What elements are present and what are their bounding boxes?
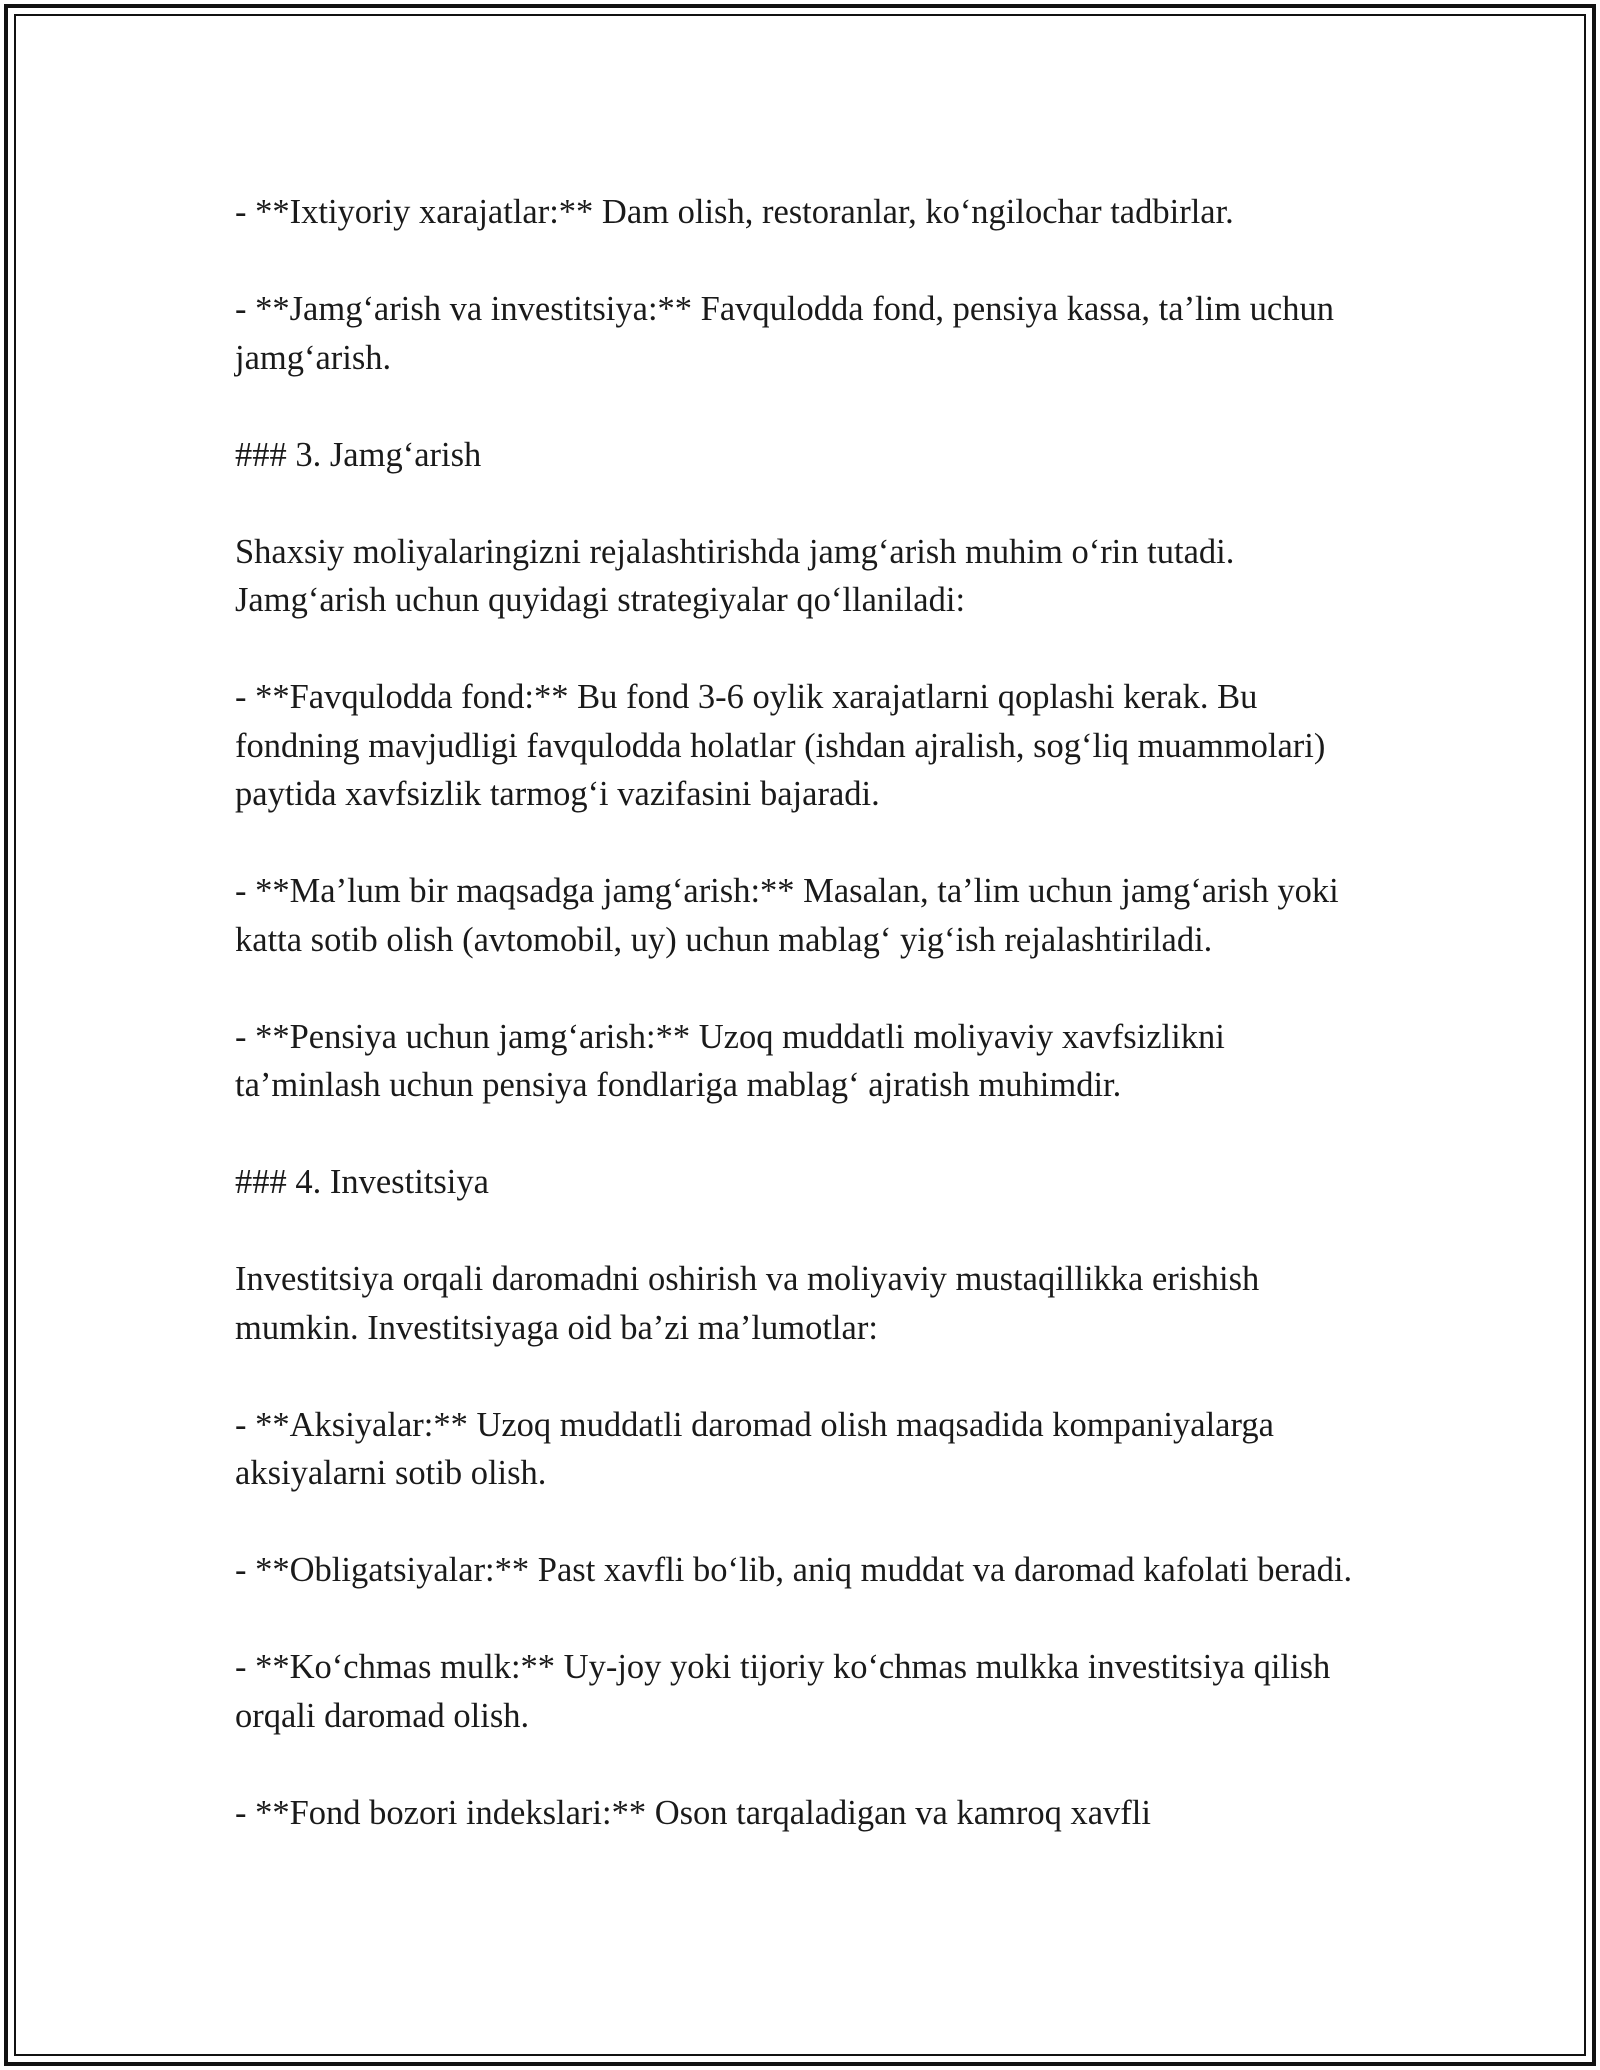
document-body [235,188,1365,1886]
bullet-savings-and-investment: - **Jamg‘arish va investitsiya:** Favqulodda fond, pensiya kassa, ta’lim uchun jamg‘arish. [235,290,1334,377]
bullet-bonds: - **Obligatsiyalar:** Past xavfli bo‘lib, aniq muddat va daromad kafolati beradi. [235,1551,1353,1589]
bullet-emergency-fund: - **Favqulodda fond:** Bu fond 3-6 oylik xarajatlarni qoplashi kerak. Bu fondning mavjudligi favqulodda holatlar (ishdan ajralish, sog‘liq muammolari) paytida xavfsizlik tarmog‘i vazifasini bajaradi. [235,678,1326,813]
paragraph-investment-intro: Investitsiya orqali daromadni oshirish va moliyaviy mustaqillikka erishish mumkin. Investitsiyaga oid ba’zi ma’lumotlar: [235,1260,1260,1347]
bullet-discretionary-expenses: - **Ixtiyoriy xarajatlar:** Dam olish, restoranlar, ko‘ngilochar tadbirlar. [235,193,1234,231]
bullet-index-funds: - **Fond bozori indekslari:** Oson tarqaladigan va kamroq xavfli [235,1793,1151,1832]
heading-investment: ### 4. Investitsiya [235,1163,489,1201]
bullet-stocks: - **Aksiyalar:** Uzoq muddatli daromad olish maqsadida kompaniyalarga aksiyalarni sotib olish. [235,1405,1274,1492]
bullet-pension-savings: - **Pensiya uchun jamg‘arish:** Uzoq muddatli moliyaviy xavfsizlikni ta’minlash uchun pensiya fondlariga mablag‘ ajratish muhimdir. [235,1017,1225,1104]
bullet-goal-savings: - **Ma’lum bir maqsadga jamg‘arish:** Masalan, ta’lim uchun jamg‘arish yoki katta sotib olish (avtomobil, uy) uchun mablag‘ yig‘ish rejalashtiriladi. [235,872,1339,959]
paragraph-savings-intro: Shaxsiy moliyalaringizni rejalashtirishda jamg‘arish muhim o‘rin tutadi. Jamg‘arish uchun quyidagi strategiyalar qo‘llaniladi: [235,532,1235,619]
heading-savings: ### 3. Jamg‘arish [235,435,482,474]
bullet-real-estate: - **Ko‘chmas mulk:** Uy-joy yoki tijoriy ko‘chmas mulkka investitsiya qilish orqali daromad olish. [235,1648,1331,1735]
